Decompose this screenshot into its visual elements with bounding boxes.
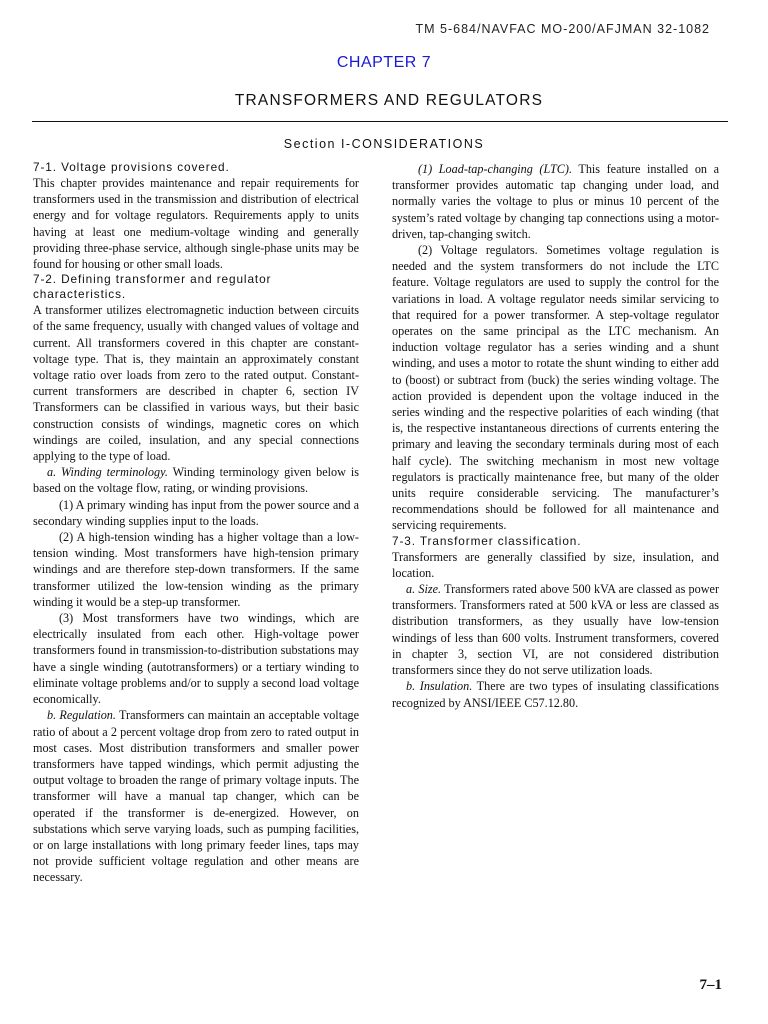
left-column	[33, 160, 359, 886]
heading-7-1: 7-1. Voltage provisions covered.	[33, 160, 230, 174]
page-number: 7–1	[699, 977, 722, 993]
right-column	[392, 161, 719, 711]
para-7-3-a-label: a. Size.	[406, 582, 442, 597]
para-7-2-a-label: a. Winding terminology.	[47, 465, 168, 480]
para-7-2-a	[33, 464, 359, 496]
para-7-3-b-text: There are two types of insulating classifications recognized by ANSI/IEEE C57.12.80.	[392, 679, 719, 710]
para-7-2-a-text: Winding terminology given below is based on the voltage flow, rating, or winding provisions.	[33, 465, 359, 496]
para-7-3-b	[392, 678, 719, 710]
para-7-3-intro: Transformers are generally classified by size, insulation, and location.	[392, 549, 719, 580]
para-7-2-b-label: b. Regulation.	[47, 708, 116, 723]
title-divider	[32, 121, 728, 122]
section-title: Section I-CONSIDERATIONS	[283, 137, 485, 151]
para-7-2-a1: (1) A primary winding has input from the power source and a secondary winding supplies input to the loads.	[33, 497, 359, 528]
chapter-label: CHAPTER 7	[336, 54, 432, 71]
para-7-3-a	[392, 581, 719, 678]
document-id-header: TM 5-684/NAVFAC MO-200/AFJMAN 32-1082	[415, 22, 710, 36]
para-7-1-body: This chapter provides maintenance and repair requirements for transformers used in the transmission and distribution of electrical energy and for voltage regulators. Requirements apply to units having at least one medium-voltage winding and generally providing three-phase service, although single-phase units may be found for housing or other small loads.	[33, 176, 359, 272]
para-7-2-b1	[392, 161, 719, 242]
para-7-2-b-text: Transformers can maintain an acceptable voltage ratio of about a 2 percent voltage drop from zero to rated output in most cases. Most distribution transformers and smaller power transformers have tapped windings, which permit adjusting the output voltage to broaden the range of primary voltage inputs. The transformer will have a manual tap changer, which can be operated if the transformer is de-energized. However, on substations which serve varying loads, such as pumping facilities, or on large installations with long primary feeder lines, taps may not provide sufficient voltage regulation and other means are necessary.	[33, 708, 359, 885]
chapter-title: TRANSFORMERS AND REGULATORS	[234, 92, 544, 109]
para-7-2-b1-text: This feature installed on a transformer provides automatic tap changing under load, and normally varies the voltage to plus or minus 10 percent of the system’s rated voltage by changing tap connections using a motor-driven, tap-changing switch.	[392, 162, 719, 241]
para-7-2-a2: (2) A high-tension winding has a higher voltage than a low-tension winding. Most transformers have high-tension primary windings and are therefore step-down transformers. If the same transformer utilized the low-tension winding as the primary winding it would be a step-up transformer.	[33, 530, 359, 609]
para-7-2-b1-label: (1) Load-tap-changing (LTC).	[418, 162, 573, 176]
para-7-2-intro: A transformer utilizes electromagnetic induction between circuits of the same frequency, usually with changed values of voltage and current. All transformers covered in this chapter are constant-voltage type. That is, they maintain an approximately constant voltage ratio over loads from zero to the rated output. Constant-current transformers are described in chapter 6, section IV Transformers can be classified in various ways, but their basic construction consists of windings, magnetic cores on which windings are coiled, insulation, and any special connections applying to the type of load.	[33, 303, 359, 464]
para-7-3-b-label: b. Insulation.	[406, 679, 473, 694]
heading-7-3: 7-3. Transformer classification.	[392, 533, 582, 548]
para-7-2-a3: (3) Most transformers have two windings, which are electrically insulated from each other. High-voltage power transformers found in transmission-to-distribution substations may have a single winding (autotransformers) or a tertiary winding to eliminate voltage problems and/or to supply a second load voltage economically.	[33, 611, 359, 707]
para-7-2-b	[33, 707, 359, 885]
heading-7-2: 7-2. Defining transformer and regulator characteristics.	[33, 272, 272, 302]
para-7-3-a-text: Transformers rated above 500 kVA are classed as power transformers. Transformers rated at 500 kVA or less are classed as distribution transformers, as they usually have low-tension windings of less than 600 volts. Instrument transformers, covered in chapter 3, section VI, are not considered distribution transformers since they do not serve utilization loads.	[392, 582, 720, 678]
para-7-2-b2: (2) Voltage regulators. Sometimes voltage regulation is needed and the system transformers do not include the LTC feature. Voltage regulators are used to supply the control for the variations in load. A voltage regulator needs similar servicing to that required for a power transformer. A step-voltage regulator operates on the same principal as the LTC mechanism. An induction voltage regulator has a series winding and a shunt winding, and uses a motor to rotate the shunt winding to either add to (boost) or subtract from (buck) the series winding voltage. The action provided is dependent upon the voltage induced in the series winding and the respective polarities of each winding (that is, the respective instantaneous directions of currents entering the primary and leaving the secondary terminals during most of each half cycle). The switching mechanism in most new voltage regulators is practically maintenance free, but many of the older units require considerable servicing. The manufacturer’s recommendations should be followed for all maintenance and servicing requirements.	[392, 243, 719, 533]
